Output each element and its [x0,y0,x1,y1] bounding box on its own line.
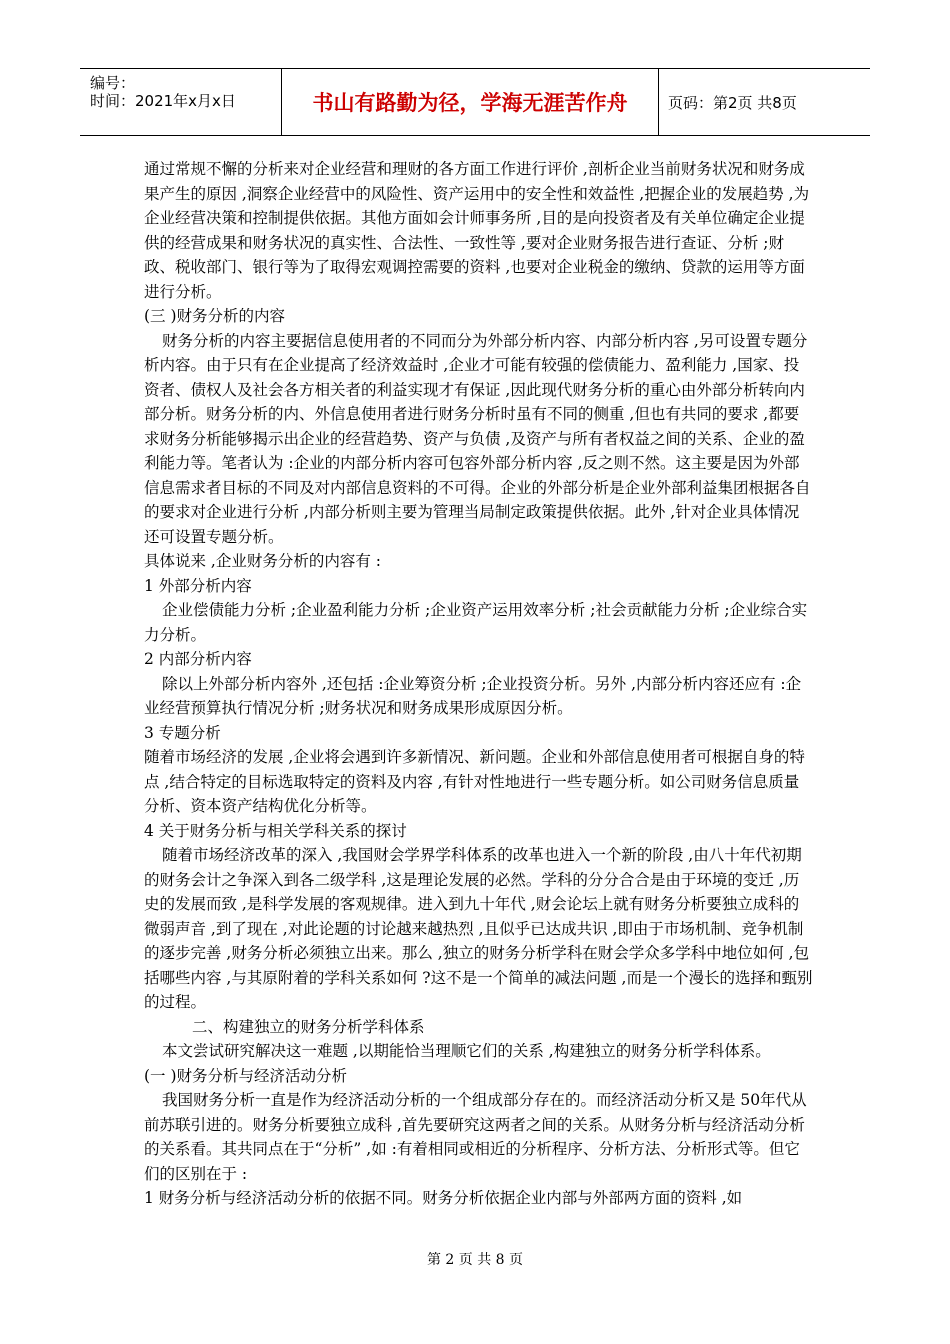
paragraph: 随着市场经济的发展 ,企业将会遇到许多新情况、新问题。企业和外部信息使用者可根据自身的特点 ,结合特定的目标选取特定的资料及内容 ,有针对性地进行一些专题分析。如公司财务信息质量分析、资本资产结构优化分析等。 [144,748,805,815]
section-heading: 2 内部分析内容 [144,650,252,668]
paragraph: 企业偿债能力分析 ;企业盈利能力分析 ;企业资产运用效率分析 ;社会贡献能力分析 ;企业综合实力分析。 [144,601,808,644]
section-heading: 3 专题分析 [144,723,221,742]
paragraph: 除以上外部分析内容外 ,还包括 :企业筹资分析 ;企业投资分析。另外 ,内部分析内容还应有 :企业经营预算执行情况分析 ;财务状况和财务成果形成原因分析。 [144,674,802,717]
paragraph: 财务分析的内容主要据信息使用者的不同而分为外部分析内容、内部分析内容 ,另可设置专题分析内容。由于只有在企业提高了经济效益时 ,企业才可能有较强的偿债能力、盈利能力 ,国家、投资者、债权人及社会各方相关者的利益实现才有保证 ,因此现代财务分析的重心由外部分析转向内部分析。财务分析的内、外信息使用者进行财务分析时虽有不同的侧重 ,但也有共同的要求 ,都要求财务分析能够揭示出企业的经营趋势、资产与负债 ,及资产与所有者权益之间的关系、企业的盈利能力等。笔者认为 :企业的内部分析内容可包容外部分析内容 ,反之则不然。这主要是因为外部信息需求者目标的不同及对内部信息资料的不可得。企业的外部分析是企业外部利益集团根据各自的要求对企业进行分析 ,内部分析则主要为管理当局制定政策提供依据。此外 ,针对企业具体情况还可设置专题分析。 [144,331,811,546]
header-motto: 书山有路勤为径，学海无涯苦作舟 [282,69,659,135]
paragraph: 随着市场经济改革的深入 ,我国财会学界学科体系的改革也进入一个新的阶段 ,由八十年代初期的财务会计之争深入到各二级学科 ,这是理论发展的必然。学科的分分合合是由于环境的变迁 ,历史的发展而致 ,是科学发展的客观规律。进入到九十年代 ,财会论坛上就有财务分析要独立成科的微弱声音 ,到了现在 ,对此论题的讨论越来越热烈 ,且似乎已达成共识 ,即由于市场机制、竞争机制的逐步完善 ,财务分析必须独立出来。那么 ,独立的财务分析学科在财会学众多学科中地位如何 ,包括哪些内容 ,与其原附着的学科关系如何 ?这不是一个简单的减法问题 ,而是一个漫长的选择和甄别的过程。 [144,846,813,1011]
document-date-label: 时间：2021年x月x日 [90,92,236,110]
paragraph: 我国财务分析一直是作为经济活动分析的一个组成部分存在的。而经济活动分析又是 50年代从前苏联引进的。财务分析要独立成科 ,首先要研究这两者之间的关系。从财务分析与经济活动分析的关系看。其共同点在于“分析” ,如 :有着相同或相近的分析程序、分析方法、分析形式等。但它们的区别在于 : [144,1091,807,1183]
section-heading: 4 关于财务分析与相关学科关系的探讨 [144,821,407,840]
header-page-number: 页码：第2页 共8页 [668,93,797,112]
section-heading: 1 外部分析内容 [144,576,252,595]
header-info-cell [80,69,282,135]
paragraph: 通过常规不懈的分析来对企业经营和理财的各方面工作进行评价 ,剖析企业当前财务状况和财务成果产生的原因 ,洞察企业经营中的风险性、资产运用中的安全性和效益性 ,把握企业的发展趋势 ,为企业经营决策和控制提供依据。其他方面如会计师事务所 ,目的是向投资者及有关单位确定企业提供的经营成果和财务状况的真实性、合法性、一致性等 ,要对企业财务报告进行查证、分析 ;财政、税收部门、银行等为了取得宏观调控需要的资料 ,也要对企业税金的缴纳、贷款的运用等方面进行分析。 [144,160,810,301]
paragraph: 1 财务分析与经济活动分析的依据不同。财务分析依据企业内部与外部两方面的资料 ,如 [144,1189,743,1207]
section-heading: (一 )财务分析与经济活动分析 [144,1066,348,1085]
paragraph: 具体说来 ,企业财务分析的内容有 : [144,552,382,570]
section-heading: 二、构建独立的财务分析学科体系 [192,1017,425,1036]
document-body [144,157,814,1211]
page-header [80,68,870,136]
section-heading: (三 )财务分析的内容 [144,307,286,325]
paragraph: 本文尝试研究解决这一难题 ,以期能恰当理顺它们的关系 ,构建独立的财务分析学科体系。 [162,1042,771,1060]
document-code-label: 编号： [90,74,136,92]
page-footer: 第 2 页 共 8 页 [426,1252,524,1268]
